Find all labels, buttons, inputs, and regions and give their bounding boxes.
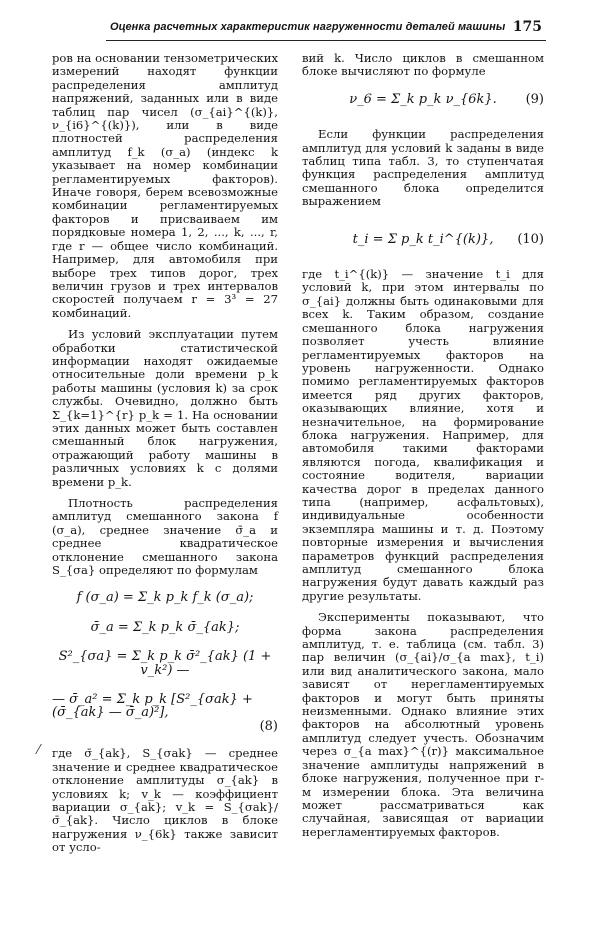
formula-text: ν_6 = Σ_k p_k ν_{6k}. <box>349 91 497 107</box>
paragraph-text: На основании этих данных может быть составлен смешанный блок нагружения, отражающий работу машины в различных условиях k с долями времени p_k. <box>52 407 279 489</box>
paragraph: Эксперименты показывают, что форма закона распределения амплитуд, т. е. таблица (см. табл. 3) пар величин (σ_{ai}/σ_{a max}, t_i) или вид аналитического закона, мало зависят от нерегламентируемых факторов и могут быть приняты неизменными. Однако влияние этих факторов на абсолютный уровень амплитуд следует учесть. Обозначим через σ_{a max}^{(r)} максимальное значение амплитуды напряжений в блоке нагружения, полученное при r-м измерении блока. Эта величина может рассматриваться как случайная, зависящая от вариации нерегламентируемых факторов. <box>302 610 544 839</box>
margin-mark <box>35 744 50 754</box>
right-column <box>302 52 544 839</box>
formula-number: (8) <box>259 718 278 734</box>
formula-mean: σ̄_a = Σ_k p_k σ̄_{ak}; <box>90 619 240 635</box>
formula-10 <box>302 233 544 246</box>
formula-9 <box>302 93 544 106</box>
paragraph: где σ̄_{ak}, S_{σak} — среднее значение и среднее квадратическое отклонение амплитуды σ_{ak} в условиях k; v_k — коэффициент вариации σ_{ak}; v_k = S_{σak}/σ̄_{ak}. Число циклов в блоке нагружения ν_{6k} также зависит от усло- <box>52 746 278 855</box>
sum-formula: Σ_{k=1}^{r} p_k = 1. <box>52 407 189 422</box>
formula-variance-line1: S²_{σa} = Σ_k p_k σ̄²_{ak} (1 + v_k²) — <box>58 649 272 678</box>
paragraph: Плотность распределения амплитуд смешанного закона f (σ_a), среднее значение σ̄_a и среднее квадратическое отклонение смешанного закона S_{σa} определяют по формулам <box>52 496 278 578</box>
page-number: 175 <box>512 19 542 35</box>
paragraph <box>52 328 278 489</box>
paragraph: Если функции распределения амплитуд для условий k заданы в виде таблиц типа табл. 3, то ступенчатая функция распределения амплитуд смешанного блока определится выражением <box>302 127 544 209</box>
paragraph: ров на основании тензометрических измерений находят функции распределения амплитуд напряжений, заданных или в виде таблиц пар чисел (σ_{ai}^{(k)}, ν_{i6}^{(k)}), или в виде плотностей распределения амплитуд f_k (σ_a) (индекс k указывает на номер комбинации регламентируемых факторов). Иначе говоря, берем всевозможные комбинации регламентируемых факторов и присваиваем им порядковые номера 1, 2, ..., k, ..., r, где r — общее число комбинаций. Например, для автомобиля при выборе трех типов дорог, трех величин грузов и трех интервалов скоростей получаем r = 3³ = 27 комбинаций. <box>52 51 278 320</box>
left-column <box>52 52 278 855</box>
formula-number: (10) <box>517 231 544 247</box>
header-title: Оценка расчетных характеристик нагруженности деталей машины <box>110 21 506 33</box>
formula-number: (9) <box>525 91 544 107</box>
running-header <box>106 18 546 41</box>
formula-density: f (σ_a) = Σ_k p_k f_k (σ_a); <box>76 590 254 606</box>
paragraph: вий k. Число циклов в смешанном блоке вычисляют по формуле <box>302 51 544 79</box>
formula-variance-line2: — σ̄_a² = Σ_k p_k [S²_{σak} + (σ̄_{ak} — σ̄_a)²], <box>52 692 253 721</box>
paragraph-text: Из условий эксплуатации путем обработки статистической информации находят ожидаемые относительные доли времени p_k работы машины (условия k) за срок службы. Очевидно, должно быть <box>52 327 278 409</box>
formula-text: t_i = Σ p_k t_i^{(k)}, <box>352 231 494 247</box>
paragraph: где t_i^{(k)} — значение t_i для условий k, при этом интервалы по σ_{ai} должны быть одинаковыми для всех k. Таким образом, создание смешанного блока нагружения позволяет учесть влияние регламентируемых факторов на уровень нагруженности. Однако помимо регламентируемых факторов имеется ряд других факторов, оказывающих влияние, хотя и незначительное, на формирование блока нагружения. Например, для автомобиля такими факторами являются погода, квалификация и состояние водителя, вариации качества дорог в пределах данного типа (например, асфальтовых), индивидуальные особенности экземпляра машины и т. д. Поэтому повторные измерения и вычисления параметров функций распределения амплитуд смешанного блока нагружения будут давать каждый раз другие результаты. <box>302 267 544 603</box>
